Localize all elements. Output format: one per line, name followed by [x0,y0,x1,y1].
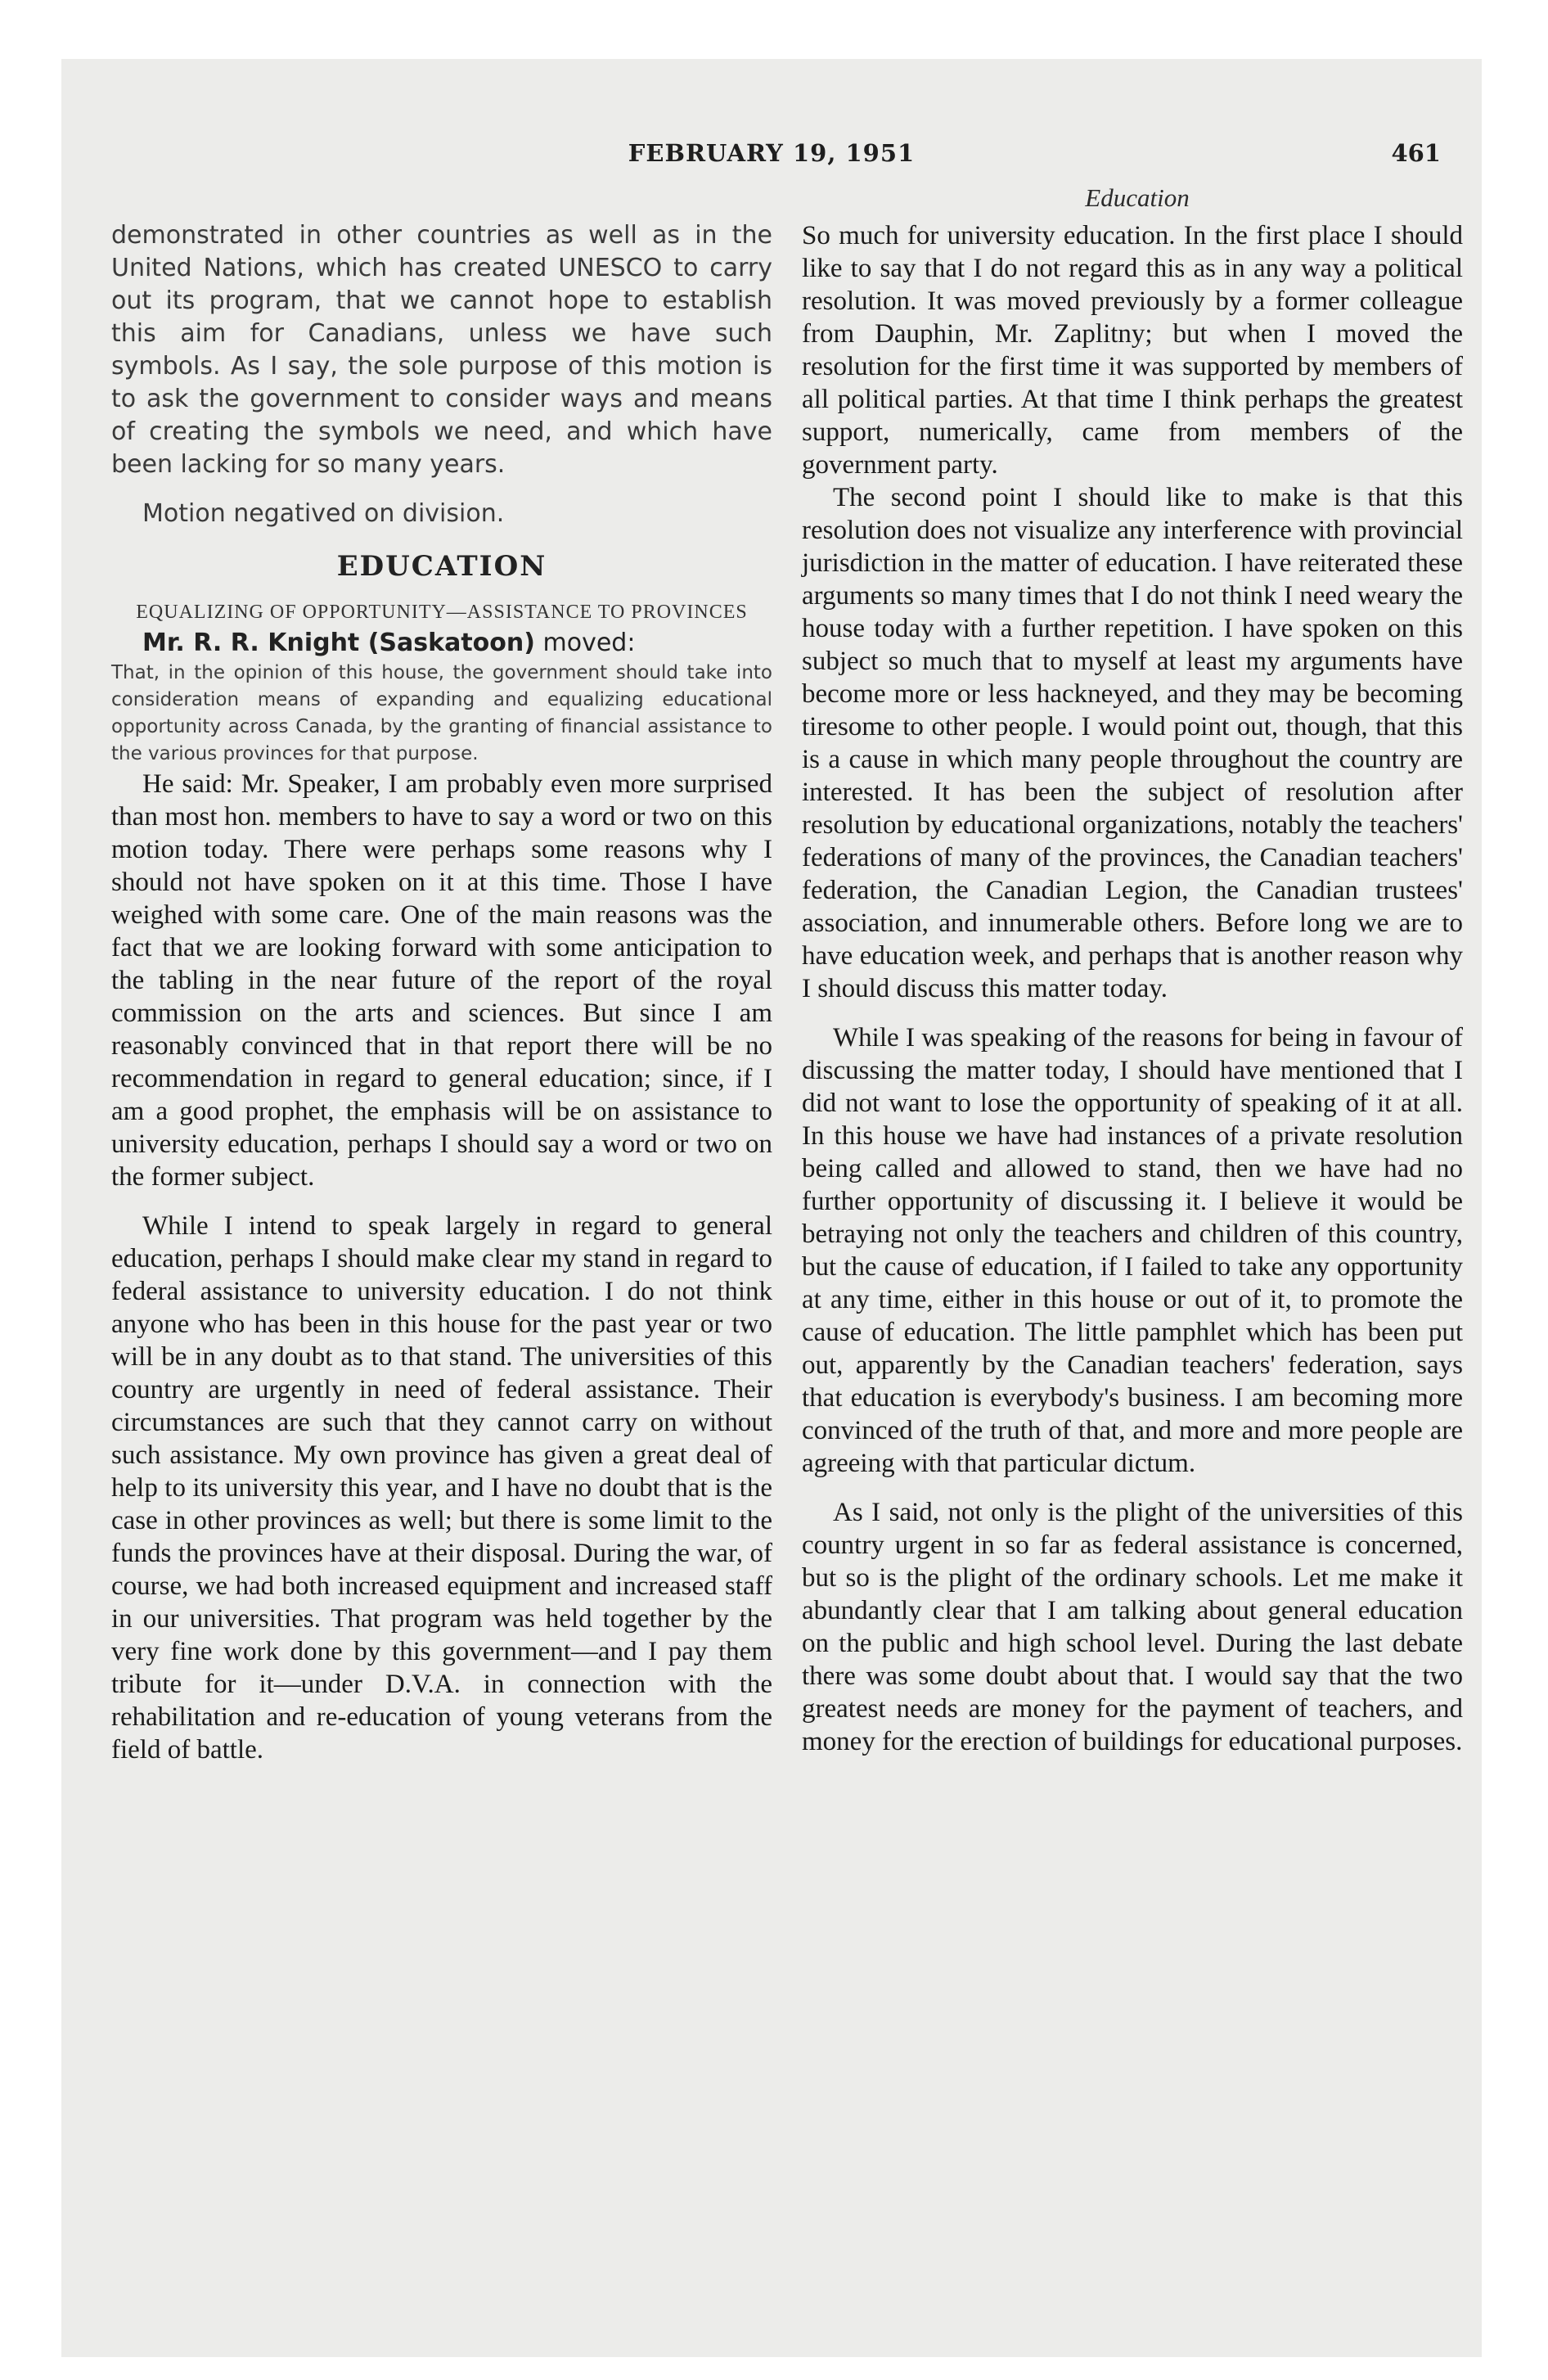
paragraph: While I was speaking of the reasons for being in favour of discussing the matter today, I should have mentioned that I did not want to lose the opportunity of speaking of it at all. In this house we have had instances of a private resolution being called and allowed to stand, then we have had no further opportunity of discussing it. I believe it would be betraying not only the teachers and children of this country, but the cause of education, if I failed to take any opportunity at any time, either in this house or out of it, to promote the cause of education. The little pamphlet which has been put out, apparently by the Canadian teachers' federation, says that education is everybody's business. I am becoming more convinced of the truth of that, and more and more people are agreeing with that particular dictum. [802,1023,1463,1478]
page-number: 461 [1391,139,1441,167]
section-subheading: EQUALIZING OF OPPORTUNITY—ASSISTANCE TO PROVINCES [136,602,748,623]
paragraph: demonstrated in other countries as well as in the United Nations, which has created UNESCO to carry out its program, that we cannot hope to establish this aim for Canadians, unless we have such symbols. As I say, the sole purpose of this motion is to ask the government to consider ways and means of creating the symbols we need, and which have been lacking for so many years. [111,221,772,479]
mover-verb: moved: [534,629,636,657]
header-date: FEBRUARY 19, 1951 [628,139,916,167]
mover-name: Mr. R. R. Knight (Saskatoon) [142,629,535,657]
section-label: Education [1085,183,1190,212]
paragraph: The second point I should like to make is that this resolution does not visualize any interference with provincial jurisdiction in the matter of education. I have reiterated these arguments so many times that I do not think I need weary the house today with a further repetition. I have spoken on this subject so much that to myself at least my arguments have become more or less hackneyed, and they may be becoming tiresome to other people. I would point out, though, that this is a cause in which many people throughout the country are interested. It has been the subject of resolution after resolution by educational organizations, notably the teachers' federations of many of the provinces, the Canadian teachers' federation, the Canadian Legion, the Canadian trustees' association, and innumerable others. Before long we are to have education week, and perhaps that is another reason why I should discuss this matter today. [802,483,1463,1003]
left-column [111,219,772,1766]
paragraph: While I intend to speak largely in regard to general education, perhaps I should make clear my stand in regard to federal assistance to university education. I do not think anyone who has been in this house for the past year or two will be in any doubt as to that stand. The universities of this country are urgently in need of federal assistance. Their circumstances are such that they cannot carry on without such assistance. My own province has given a great deal of help to its university this year, and I have no doubt that is the case in other provinces as well; but there is some limit to the funds the provinces have at their disposal. During the war, of course, we had both increased equipment and increased staff in our universities. That program was held together by the very fine work done by this government—and I pay them tribute for it—under D.V.A. in connection with the rehabilitation and re-education of young veterans from the field of battle. [111,1211,772,1765]
resolution-text: That, in the opinion of this house, the government should take into consideration means of expanding and equalizing educational opportunity across Canada, by the granting of financial assistance to the various provinces for that purpose. [111,662,772,764]
mover-line [111,627,772,660]
paragraph: He said: Mr. Speaker, I am probably even more surprised than most hon. members to have to say a word or two on this motion today. There were perhaps some reasons why I should not have spoken on it at this time. Those I have weighed with some care. One of the main reasons was the fact that we are looking forward with some anticipation to the tabling in the near future of the report of the royal commission on the arts and sciences. But since I am reasonably convinced that in that report there will be no recommendation in regard to general education; since, if I am a good prophet, the emphasis will be on assistance to university education, perhaps I should say a word or two on the former subject. [111,769,772,1192]
page-header [61,139,1482,180]
right-column [802,219,1463,1758]
paragraph: So much for university education. In the first place I should like to say that I do not regard this as in any way a political resolution. It was moved previously by a former colleague from Dauphin, Mr. Zaplitny; but when I moved the resolution for the first time it was supported by members of all political parties. At that time I think perhaps the greatest support, numerically, came from members of the government party. [802,221,1463,480]
paragraph: As I said, not only is the plight of the universities of this country urgent in so far as federal assistance is concerned, but so is the plight of the ordinary schools. Let me make it abundantly clear that I am talking about general education on the public and high school level. During the last debate there was some doubt about that. I would say that the two greatest needs are money for the payment of teachers, and money for the erection of buildings for educational purposes. [802,1498,1463,1756]
motion-result: Motion negatived on division. [142,499,505,528]
section-heading: EDUCATION [336,550,547,583]
